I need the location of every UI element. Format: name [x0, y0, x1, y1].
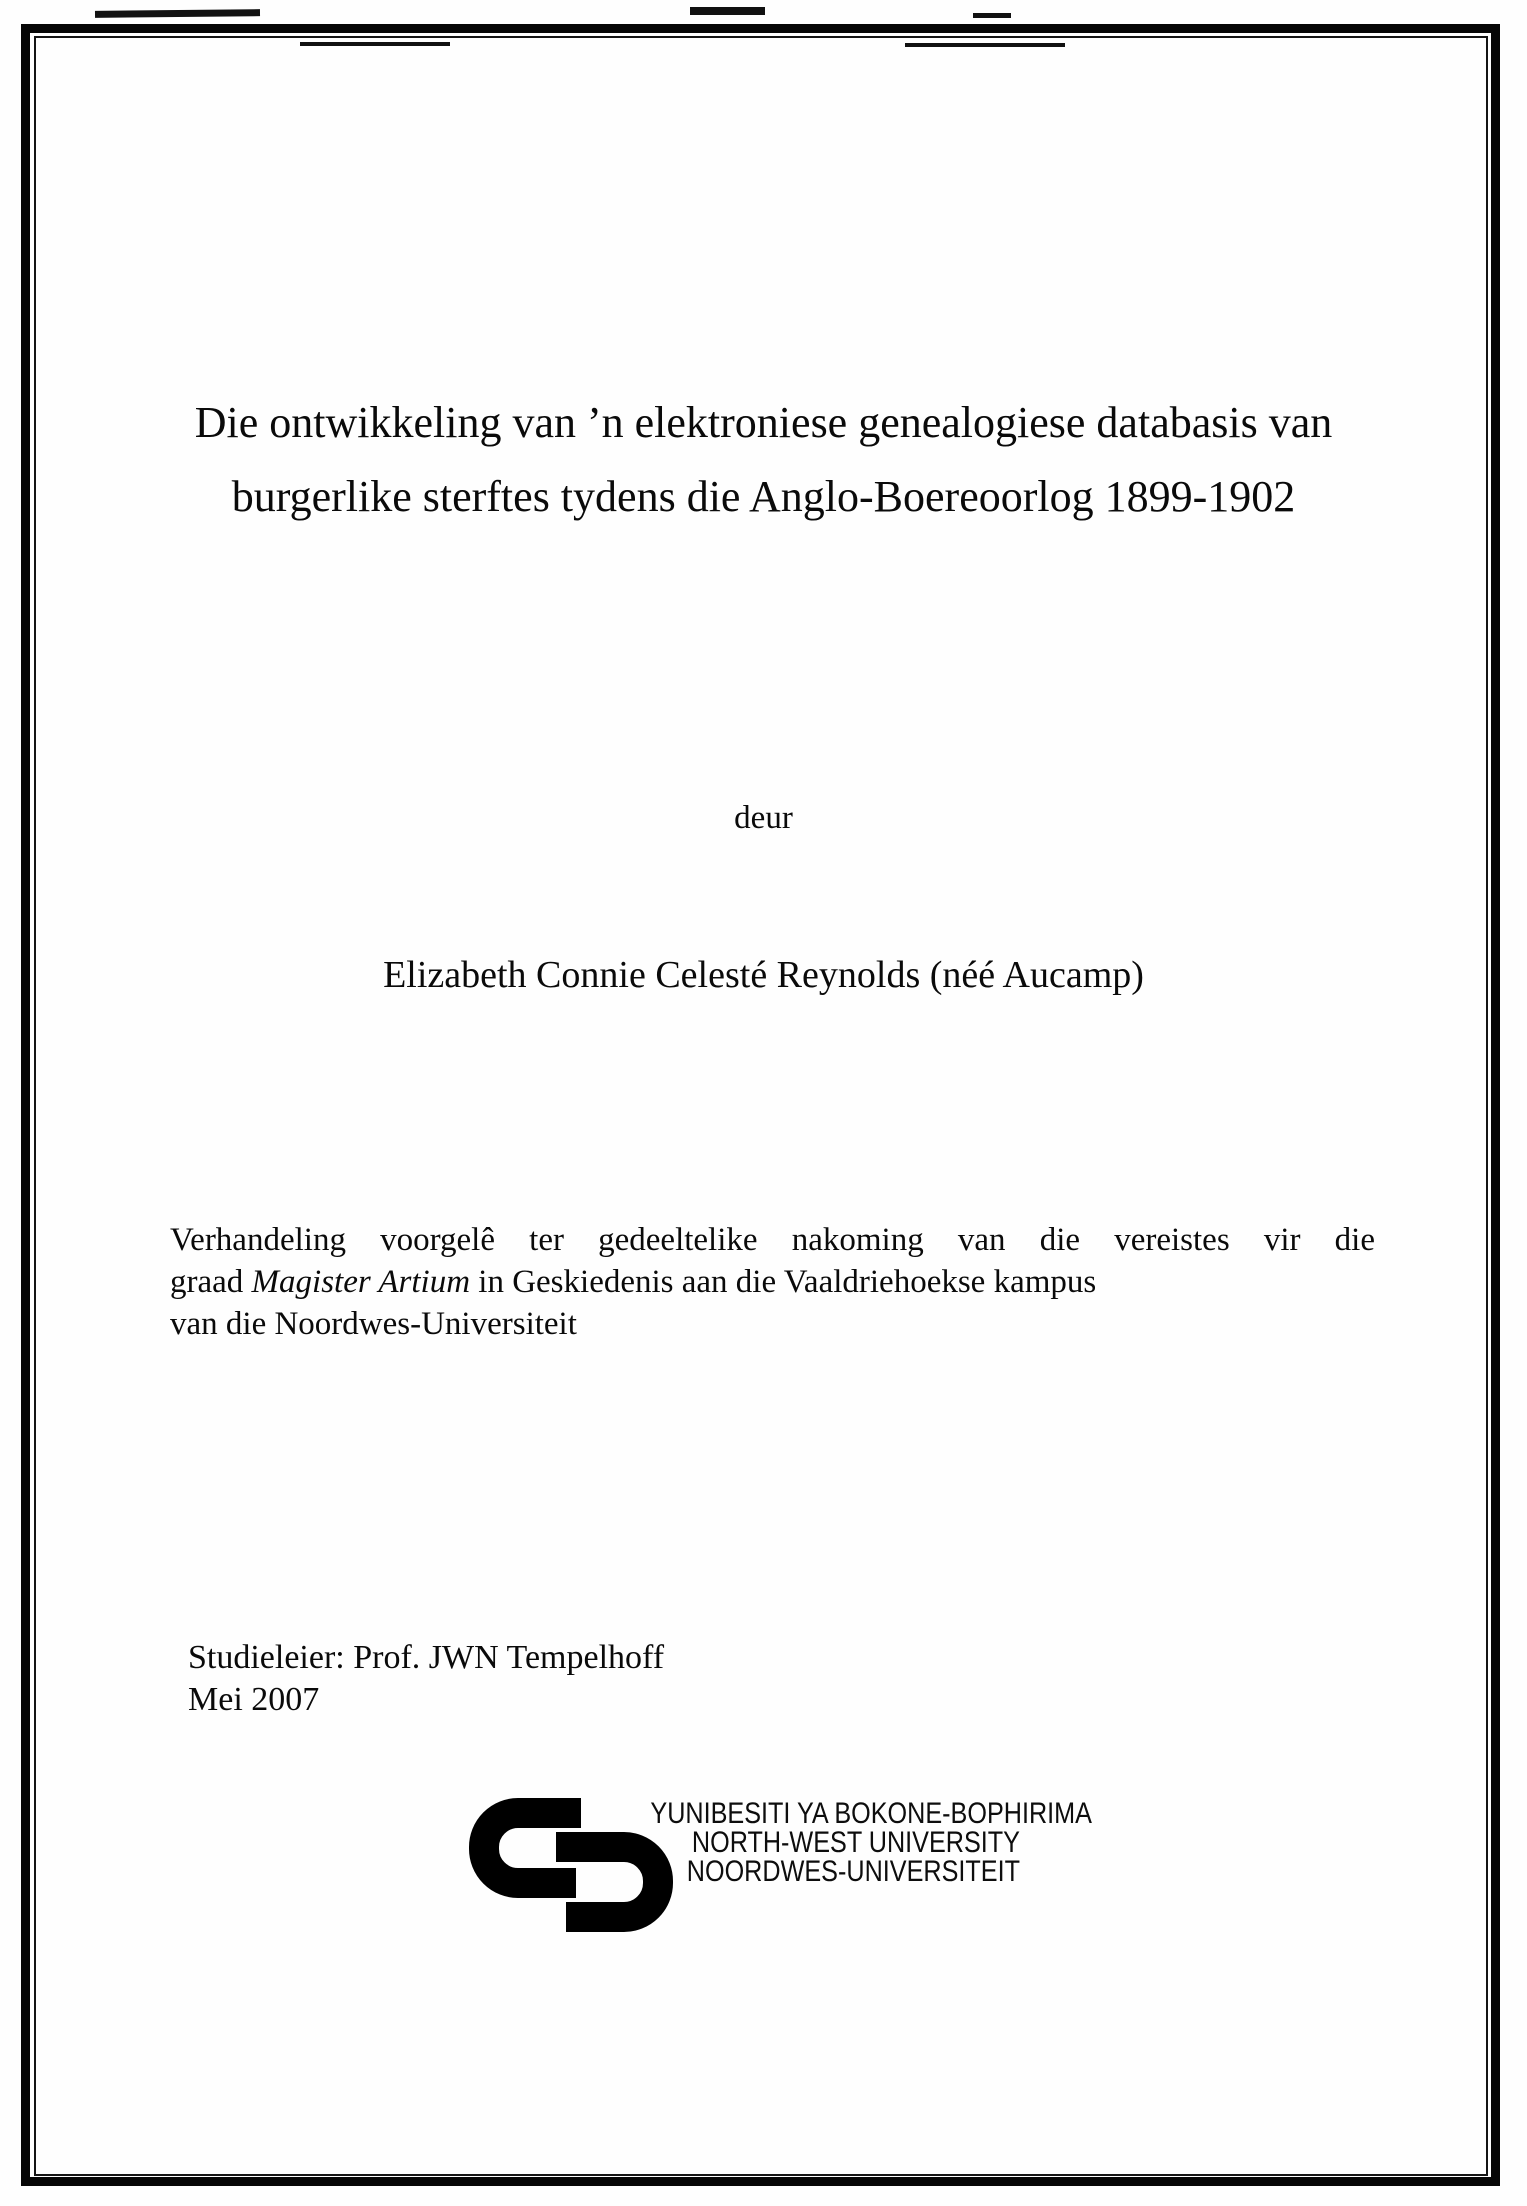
supervisor-line: Studieleier: Prof. JWN Tempelhoff [188, 1639, 665, 1676]
university-name-afrikaans: NOORDWES-UNIVERSITEIT [686, 1855, 1020, 1888]
thesis-title [90, 386, 1437, 534]
scan-artifact [973, 13, 1011, 18]
degree-name: Magister Artium [251, 1264, 471, 1300]
scan-artifact [300, 42, 450, 46]
university-name-block [580, 1797, 1092, 1888]
thesis-title-line1: Die ontwikkeling van ’n elektroniese genealogiese databasis van [194, 398, 1333, 447]
supervisor-block [188, 1637, 664, 1721]
declaration-line2 [170, 1261, 1375, 1303]
declaration-line2-pre: graad [170, 1264, 252, 1300]
date-line: Mei 2007 [188, 1681, 320, 1718]
declaration-line3: van die Noordwes-Universiteit [170, 1306, 577, 1342]
declaration-line2-post: in Geskiedenis aan die Vaaldriehoekse kampus [470, 1264, 1097, 1300]
declaration-line1: Verhandeling voorgelê ter gedeeltelike nakoming van die vereistes vir die [170, 1222, 1375, 1258]
scan-artifact [905, 43, 1065, 47]
scan-artifact [95, 9, 260, 18]
author-name: Elizabeth Connie Celesté Reynolds (néé Aucamp) [383, 954, 1144, 996]
scan-artifact [690, 7, 765, 15]
university-name-setswana: YUNIBESITI YA BOKONE-BOPHIRIMA [650, 1797, 1092, 1830]
university-name-english: NORTH-WEST UNIVERSITY [691, 1826, 1020, 1859]
thesis-title-line2: burgerlike sterftes tydens die Anglo-Boereoorlog 1899-1902 [231, 472, 1296, 521]
byline-preposition: deur [734, 800, 793, 836]
degree-declaration [170, 1219, 1375, 1345]
